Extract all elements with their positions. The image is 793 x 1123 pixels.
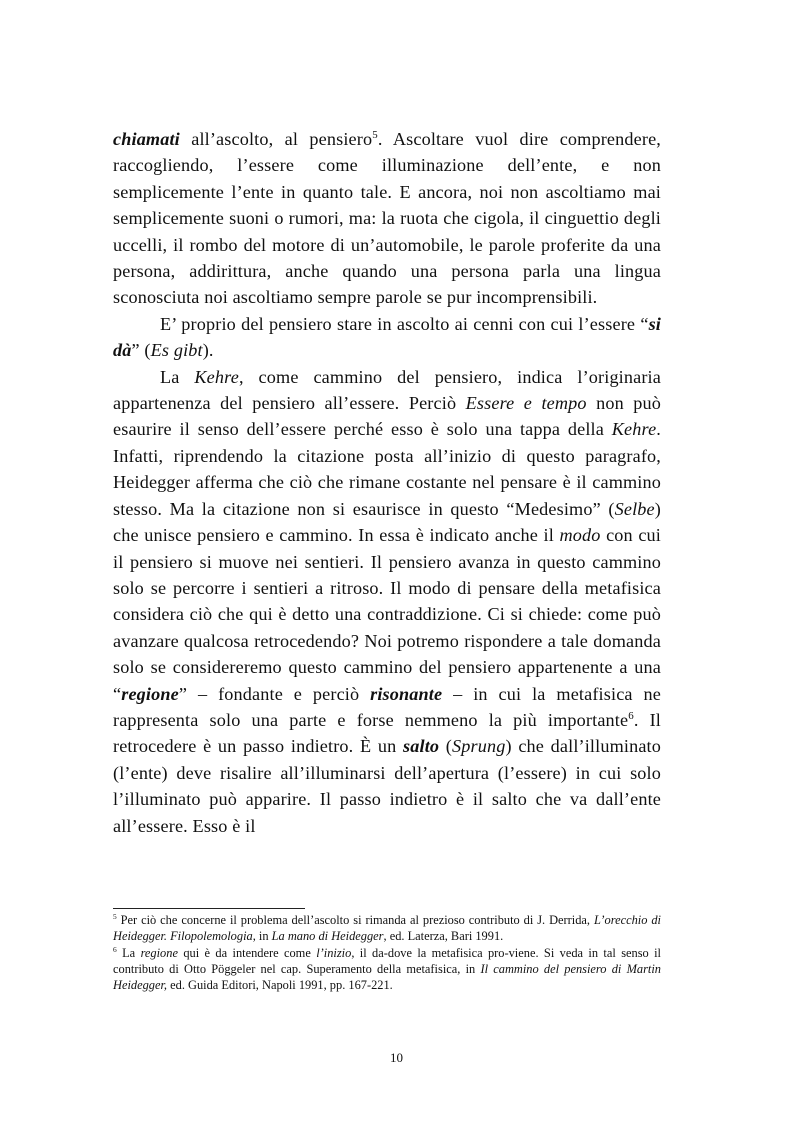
footnote-ref-5[interactable]: 5	[372, 128, 378, 141]
term-inizio: l’inizio	[316, 945, 352, 960]
term-regione: regione	[140, 945, 178, 960]
emphasis-salto: salto	[403, 736, 440, 757]
footnotes	[113, 912, 661, 993]
citation-title: La mano di Heidegger	[271, 929, 384, 944]
footnote-number: 5	[113, 911, 117, 921]
footnote-6: $^6$ La regione qui è da intendere come l’inizio, il da-dove la metafisica pro-viene. Si veda in tal senso il contributo di Otto Pöggeler nel cap. Superamento della metafisica, in Il cammino del pensiero di Martin Heidegger, ed. Guida Editori, Napoli 1991, pp. 167-221.	[113, 944, 662, 993]
term-selbe: Selbe	[614, 498, 655, 519]
footnote-ref-6[interactable]: 6	[628, 709, 634, 722]
paragraph-1: chiamati all’ascolto, al pensiero$^5$. Ascoltare vuol dire comprendere, raccogliendo, l’essere come illuminazione dell’ente, e non semplicemente l’ente in quanto tale. E ancora, noi non ascoltiamo mai semplicemente suoni o rumori, ma: la ruota che cigola, il cinguettio degli uccelli, il rombo del motore di un’automobile, le parole proferite da una persona, addirittura, anche quando una persona parla una lingua sconosciuta noi ascoltiamo sempre parole se pur incomprensibili.	[113, 128, 661, 308]
footnote-5: $^5$ Per ciò che concerne il problema dell’ascolto si rimanda al prezioso contributo di J. Derrida, L’orecchio di Heidegger. Filopolemologia, in La mano di Heidegger, ed. Laterza, Bari 1991.	[113, 911, 661, 944]
paragraph-3: La Kehre, come cammino del pensiero, indica l’originaria appartenenza del pensiero all’essere. Perciò Essere e tempo non può esaurire il senso dell’essere perché esso è solo una tappa della Kehre. Infatti, riprendendo la citazione posta all’inizio di questo paragrafo, Heidegger afferma che ciò che rimane costante nel pensare è il cammino stesso. Ma la citazione non si esaurisce in questo “Medesimo” (Selbe) che unisce pensiero e cammino. In essa è indicato anche il modo con cui il pensiero si muove nei sentieri. Il pensiero avanza in questo cammino solo se percorre i sentieri a ritroso. Il modo di pensare della metafisica considera ciò che qui è detto una contraddizione. Ci si chiede: come può avanzare qualcosa retrocedendo? Noi potremo rispondere a tale domanda solo se considereremo questo cammino del pensiero appartenente a una “regione” – fondante e perciò risonante – in cui la metafisica ne rappresenta solo una parte e forse nemmeno la più importante$^6$. Il retrocedere è un passo indietro. È un salto (Sprung) che dall’illuminato (l’ente) deve risalire all’illuminarsi dell’apertura (l’essere) in cui solo l’illuminato può apparire. Il passo indietro è il salto che va dall’ente all’essere. Esso è il	[113, 366, 661, 836]
citation-title: Il cammino del pensiero di Martin Heidegger,	[113, 961, 662, 993]
main-text	[113, 126, 661, 839]
emphasis-risonante: risonante	[370, 683, 443, 704]
emphasis-regione: regione	[121, 683, 179, 704]
term-kehre: Kehre	[611, 419, 657, 440]
footnote-number: 6	[113, 944, 117, 954]
term-modo: modo	[559, 525, 601, 546]
page-number: 10	[390, 1050, 403, 1065]
title-essere-e-tempo: Essere e tempo	[465, 393, 587, 414]
emphasis-chiamati: chiamati	[113, 129, 180, 149]
citation-title: L’orecchio di Heidegger. Filopolemologia	[113, 913, 661, 944]
paragraph-2: E’ proprio del pensiero stare in ascolto ai cenni con cui l’essere “si dà” (Es gibt).	[113, 313, 661, 361]
term-sprung: Sprung	[452, 736, 506, 757]
footnote-separator	[113, 908, 305, 909]
emphasis-si-da: si dà	[113, 313, 661, 361]
term-kehre: Kehre	[194, 366, 239, 387]
term-es-gibt: Es gibt	[150, 340, 203, 361]
